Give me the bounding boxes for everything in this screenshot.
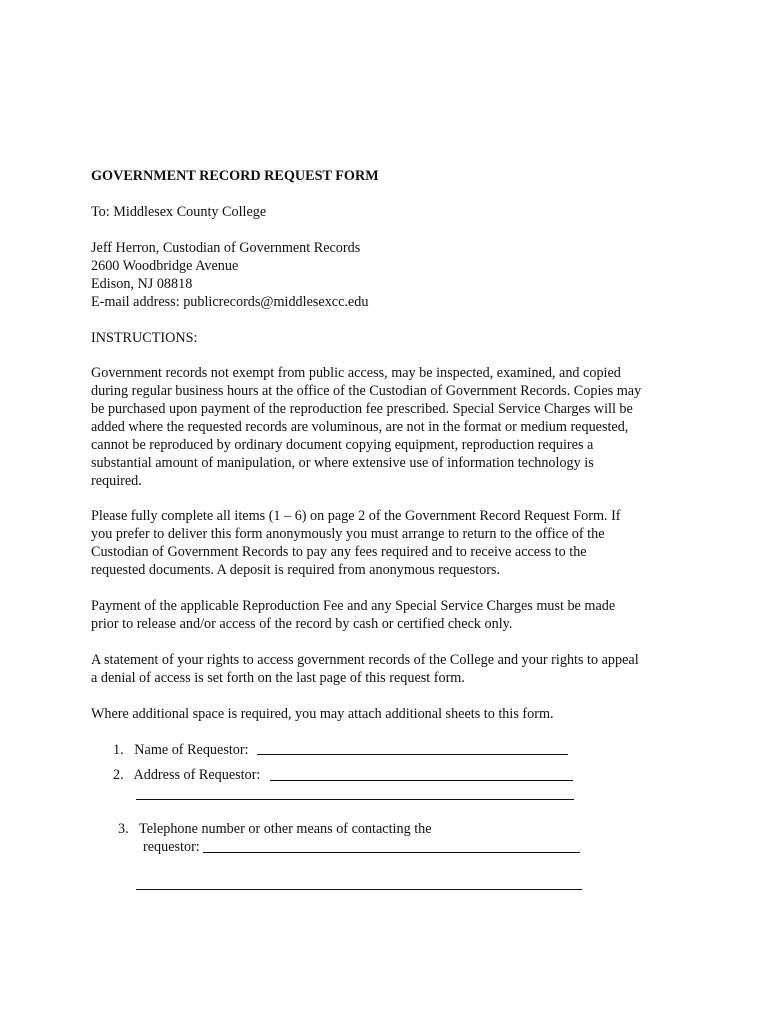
paragraph-line: be purchased upon payment of the reproduction fee prescribed. Special Service Charges will be bbox=[91, 401, 633, 417]
item-number: 3. bbox=[118, 821, 129, 837]
paragraph-line: requested documents. A deposit is required from anonymous requestors. bbox=[91, 562, 500, 578]
telephone-field[interactable] bbox=[203, 852, 580, 853]
item-3-label-row bbox=[118, 820, 432, 838]
instructions-paragraph-additional-space: Where additional space is required, you may attach additional sheets to this form. bbox=[91, 706, 554, 722]
custodian-name: Jeff Herron, Custodian of Government Records bbox=[91, 240, 361, 256]
address-of-requestor-field-line-2[interactable] bbox=[136, 799, 574, 800]
name-of-requestor-label: Name of Requestor: bbox=[134, 742, 249, 758]
paragraph-line: Please fully complete all items (1 – 6) on page 2 of the Government Record Request Form. If bbox=[91, 508, 621, 524]
paragraph-line: prior to release and/or access of the record by cash or certified check only. bbox=[91, 616, 513, 632]
name-of-requestor-field[interactable] bbox=[257, 754, 568, 755]
paragraph-line: added where the requested records are voluminous, are not in the format or medium requested, bbox=[91, 419, 629, 435]
paragraph-line: Payment of the applicable Reproduction Fee and any Special Service Charges must be made bbox=[91, 598, 616, 614]
instructions-paragraph-complete bbox=[91, 507, 691, 579]
street-address: 2600 Woodbridge Avenue bbox=[91, 258, 239, 274]
telephone-field-line-2[interactable] bbox=[136, 889, 582, 890]
telephone-label: Telephone number or other means of contacting the bbox=[139, 821, 432, 837]
instructions-paragraph-payment bbox=[91, 597, 691, 633]
item-number: 2. bbox=[113, 767, 124, 783]
city-state-zip: Edison, NJ 08818 bbox=[91, 276, 193, 292]
paragraph-line: during regular business hours at the office of the Custodian of Government Records. Copies may bbox=[91, 383, 642, 399]
instructions-paragraph-access bbox=[91, 364, 691, 490]
paragraph-line: A statement of your rights to access government records of the College and your rights to appeal bbox=[91, 652, 639, 668]
telephone-label-continued: requestor: bbox=[143, 839, 200, 855]
item-number: 1. bbox=[113, 742, 124, 758]
paragraph-line: Custodian of Government Records to pay any fees required and to receive access to the bbox=[91, 544, 587, 560]
paragraph-line: a denial of access is set forth on the last page of this request form. bbox=[91, 670, 465, 686]
paragraph-line: you prefer to deliver this form anonymously you must arrange to return to the office of the bbox=[91, 526, 605, 542]
form-title: GOVERNMENT RECORD REQUEST FORM bbox=[91, 168, 379, 184]
email-address: E-mail address: publicrecords@middlesexcc.edu bbox=[91, 294, 369, 310]
recipient-line: To: Middlesex County College bbox=[91, 204, 267, 220]
paragraph-line: Government records not exempt from public access, may be inspected, examined, and copied bbox=[91, 365, 621, 381]
instructions-heading: INSTRUCTIONS: bbox=[91, 330, 198, 346]
custodian-address bbox=[91, 239, 691, 311]
address-of-requestor-label: Address of Requestor: bbox=[133, 767, 261, 783]
paragraph-line: substantial amount of manipulation, or where extensive use of information technology is bbox=[91, 455, 594, 471]
paragraph-line: cannot be reproduced by ordinary document copying equipment, reproduction requires a bbox=[91, 437, 594, 453]
paragraph-line: required. bbox=[91, 473, 142, 489]
address-of-requestor-field[interactable] bbox=[270, 780, 573, 781]
item-1-label-row bbox=[113, 741, 249, 759]
instructions-paragraph-rights bbox=[91, 651, 691, 687]
item-2-label-row bbox=[113, 766, 260, 784]
